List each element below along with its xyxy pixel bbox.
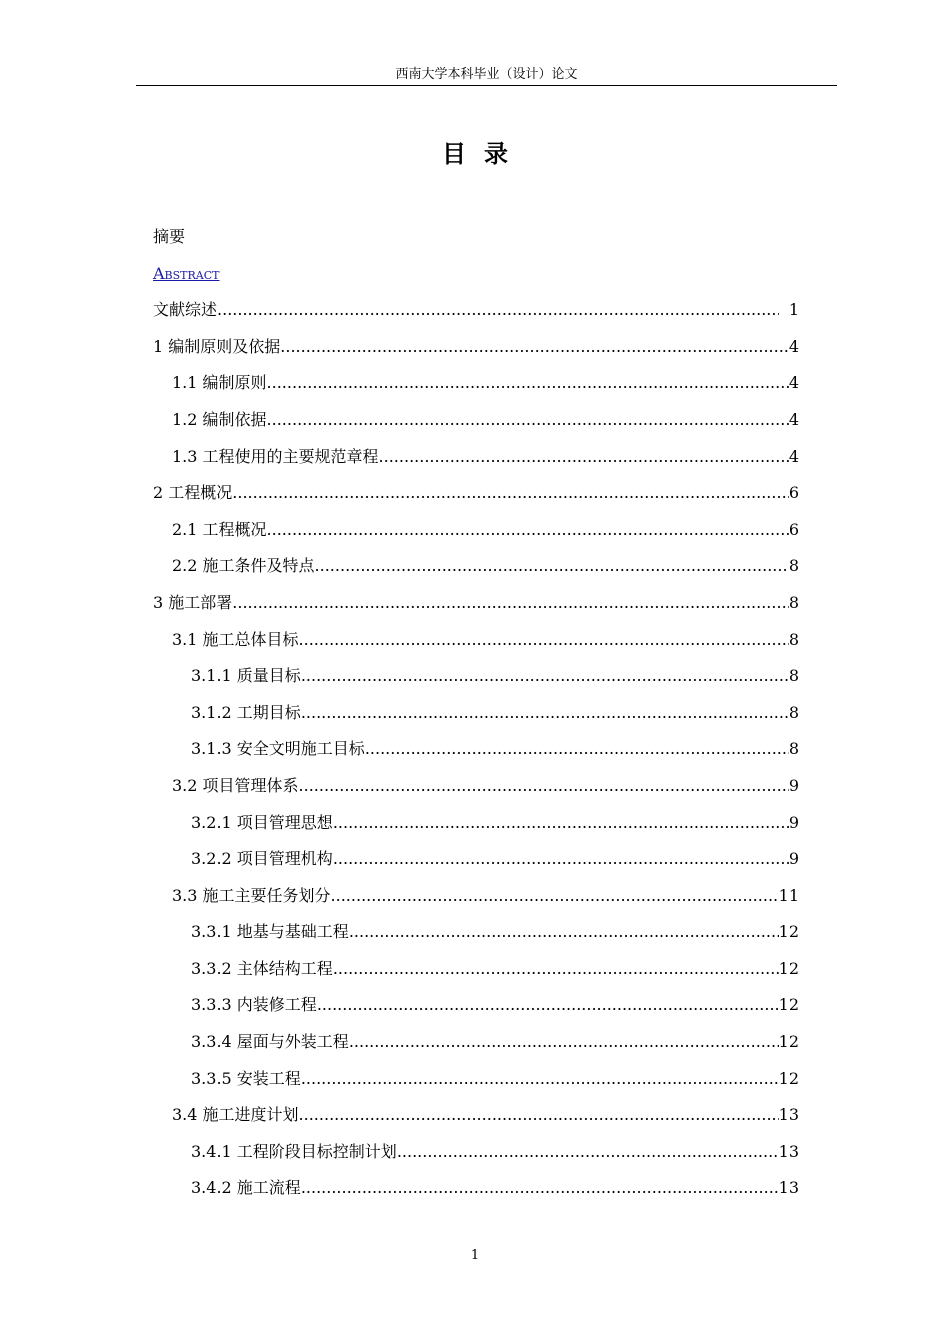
toc-entry-page: 8 (788, 739, 799, 759)
toc-leader-dots (365, 731, 789, 768)
toc-entry-label: 1.1 编制原则 (172, 373, 267, 393)
toc-entry[interactable] (153, 1170, 799, 1207)
toc-leader-dots (267, 512, 789, 549)
toc-entry[interactable] (153, 1061, 799, 1098)
toc-entry-label: 3.4.2 施工流程 (191, 1178, 301, 1198)
toc-leader-dots (267, 365, 789, 402)
toc-entry-label: 文献综述 (153, 300, 218, 320)
toc-entry-label: 3.3.3 内装修工程 (191, 995, 317, 1015)
toc-leader-dots (301, 1170, 779, 1207)
toc-entry-label: 3 施工部署 (153, 592, 233, 612)
toc-leader-dots (333, 841, 789, 878)
toc-leader-dots (333, 805, 789, 842)
toc-entry-label: 1.2 编制依据 (172, 409, 267, 429)
header-rule (136, 85, 837, 86)
toc-entry[interactable] (153, 585, 799, 622)
toc-entry-label: 2.1 工程概况 (172, 519, 267, 539)
toc-entry-page: 11 (778, 885, 799, 905)
toc-entry-label: 3.1.3 安全文明施工目标 (191, 739, 365, 759)
toc-entry[interactable] (153, 987, 799, 1024)
toc-entry-page: 12 (778, 1032, 799, 1052)
toc-abstract-en-link[interactable]: Abstract (153, 263, 220, 283)
toc-entry-page: 6 (788, 519, 799, 539)
toc-leader-dots (317, 987, 779, 1024)
toc-entry-label: 3.1 施工总体目标 (172, 629, 299, 649)
toc-entry-label: 2 工程概况 (153, 483, 233, 503)
toc-entry-page: 13 (778, 1178, 799, 1198)
toc-leader-dots (301, 695, 789, 732)
toc-leader-dots (301, 1061, 779, 1098)
toc-entry-list (153, 292, 799, 1207)
toc-entry-page: 12 (778, 922, 799, 942)
toc-entry[interactable] (153, 658, 799, 695)
toc-entry[interactable] (153, 365, 799, 402)
toc-entry-label: 3.2 项目管理体系 (172, 775, 299, 795)
toc-entry[interactable] (153, 439, 799, 476)
toc-entry[interactable] (153, 402, 799, 439)
toc-leader-dots (217, 292, 779, 329)
toc-entry[interactable] (153, 475, 799, 512)
toc-entry-label: 3.1.2 工期目标 (191, 702, 301, 722)
toc-entry-page: 12 (778, 995, 799, 1015)
toc-entry-page: 1 (788, 300, 799, 320)
toc-leader-dots (379, 439, 789, 476)
toc-entry-label: 3.3.2 主体结构工程 (191, 958, 333, 978)
toc-entry[interactable] (153, 731, 799, 768)
toc-abstract-cn[interactable]: 摘要 (153, 227, 186, 246)
toc-entry[interactable] (153, 768, 799, 805)
toc-entry-page: 4 (788, 446, 799, 466)
toc-entry[interactable] (153, 841, 799, 878)
toc-leader-dots (232, 475, 789, 512)
toc-entry[interactable] (153, 878, 799, 915)
toc-leader-dots (333, 951, 779, 988)
toc-entry-label: 1 编制原则及依据 (153, 336, 281, 356)
page-number: 1 (470, 1248, 480, 1263)
toc-entry[interactable] (153, 622, 799, 659)
toc-entry-page: 12 (778, 1068, 799, 1088)
running-header: 西南大学本科毕业（设计）论文 (395, 67, 578, 82)
toc-entry-page: 13 (778, 1141, 799, 1161)
toc-abstract-en-row (153, 256, 799, 293)
toc-entry[interactable] (153, 951, 799, 988)
toc-leader-dots (299, 1097, 779, 1134)
page-title: 目录 (442, 140, 526, 168)
toc-entry[interactable] (153, 1097, 799, 1134)
toc-entry-page: 6 (788, 483, 799, 503)
toc-entry[interactable] (153, 548, 799, 585)
toc-leader-dots (301, 658, 789, 695)
toc-entry-page: 8 (788, 629, 799, 649)
toc-entry-label: 3.4 施工进度计划 (172, 1105, 299, 1125)
toc-entry-page: 8 (788, 666, 799, 686)
toc-entry-page: 13 (778, 1105, 799, 1125)
toc-entry-page: 9 (788, 775, 799, 795)
toc-entry-page: 9 (788, 849, 799, 869)
toc-leader-dots (299, 768, 789, 805)
toc-entry-page: 8 (788, 556, 799, 576)
toc-leader-dots (315, 548, 789, 585)
toc-entry[interactable] (153, 1024, 799, 1061)
toc-entry-page: 8 (788, 702, 799, 722)
table-of-contents (153, 219, 799, 1207)
toc-entry-label: 3.3.4 屋面与外装工程 (191, 1032, 349, 1052)
toc-leader-dots (331, 878, 779, 915)
toc-entry-page: 9 (788, 812, 799, 832)
toc-entry-label: 3.2.2 项目管理机构 (191, 849, 333, 869)
toc-leader-dots (349, 1024, 779, 1061)
toc-entry-label: 3.3.5 安装工程 (191, 1068, 301, 1088)
toc-entry-page: 4 (788, 409, 799, 429)
toc-entry[interactable] (153, 805, 799, 842)
toc-entry-label: 3.3 施工主要任务划分 (172, 885, 331, 905)
toc-leader-dots (299, 622, 789, 659)
toc-entry[interactable] (153, 292, 799, 329)
toc-entry[interactable] (153, 1134, 799, 1171)
toc-entry-page: 8 (788, 592, 799, 612)
toc-entry-page: 4 (788, 373, 799, 393)
toc-entry-label: 2.2 施工条件及特点 (172, 556, 315, 576)
toc-entry[interactable] (153, 329, 799, 366)
toc-entry-label: 3.4.1 工程阶段目标控制计划 (191, 1141, 397, 1161)
toc-entry-label: 3.2.1 项目管理思想 (191, 812, 333, 832)
toc-entry[interactable] (153, 914, 799, 951)
toc-entry-label: 3.1.1 质量目标 (191, 666, 301, 686)
toc-entry-page: 12 (778, 958, 799, 978)
toc-entry-label: 3.3.1 地基与基础工程 (191, 922, 349, 942)
toc-leader-dots (349, 914, 779, 951)
toc-entry-label: 1.3 工程使用的主要规范章程 (172, 446, 379, 466)
toc-leader-dots (232, 585, 789, 622)
toc-entry[interactable] (153, 512, 799, 549)
toc-leader-dots (280, 329, 789, 366)
toc-entry-page: 4 (788, 336, 799, 356)
toc-leader-dots (267, 402, 789, 439)
toc-entry[interactable] (153, 695, 799, 732)
toc-leader-dots (397, 1134, 779, 1171)
